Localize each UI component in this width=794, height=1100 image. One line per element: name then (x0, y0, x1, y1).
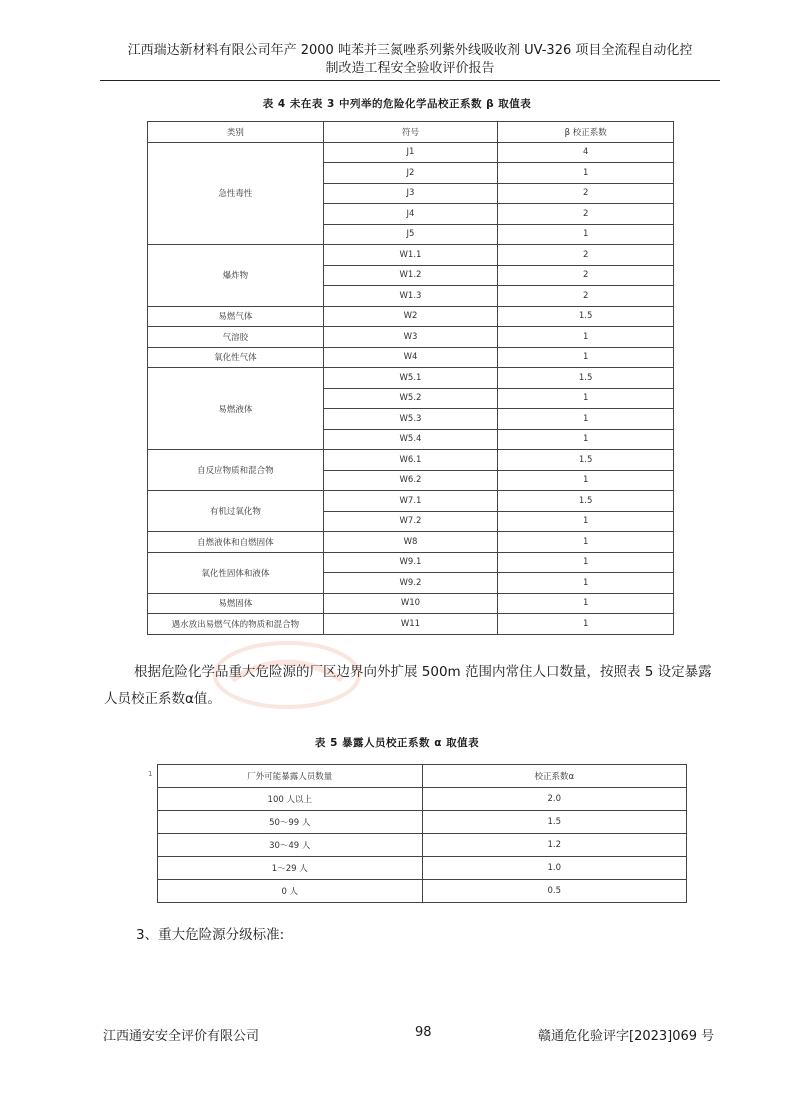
alpha-coefficient-table (157, 764, 687, 903)
table-row (148, 327, 674, 348)
header-symbol: 符号 (323, 122, 498, 143)
alpha-cell: 0.5 (422, 880, 687, 903)
beta-cell: 1 (498, 388, 674, 409)
symbol-cell: W1.2 (323, 265, 498, 286)
header-beta: β 校正系数 (498, 122, 674, 143)
category-cell: 自燃液体和自燃固体 (148, 532, 324, 553)
header-alpha: 校正系数α (422, 765, 687, 788)
beta-cell: 2 (498, 245, 674, 266)
symbol-cell: W6.1 (323, 450, 498, 471)
beta-cell: 2 (498, 265, 674, 286)
table-row (148, 593, 674, 614)
symbol-cell: W2 (323, 306, 498, 327)
table-row (148, 491, 674, 512)
beta-cell: 1 (498, 409, 674, 430)
paragraph-exposure: 根据危险化学品重大危险源的厂区边界向外扩展 500m 范围内常住人口数量，按照表 5 设定暴露人员校正系数α值。 (104, 664, 712, 707)
symbol-cell: W11 (323, 614, 498, 635)
footer-report-number: 赣通危化验评字[2023]069 号 (538, 1029, 715, 1044)
category-cell: 易燃液体 (148, 368, 324, 450)
symbol-cell: W3 (323, 327, 498, 348)
symbol-cell: J2 (323, 163, 498, 184)
population-cell: 1～29 人 (158, 857, 423, 880)
table-row (148, 614, 674, 635)
table-row (158, 788, 687, 811)
header-population: 厂外可能暴露人员数量 (158, 765, 423, 788)
beta-cell: 1 (498, 327, 674, 348)
symbol-cell: W7.1 (323, 491, 498, 512)
symbol-cell: J3 (323, 183, 498, 204)
header-divider (100, 80, 720, 81)
table-row (148, 552, 674, 573)
beta-cell: 1 (498, 511, 674, 532)
beta-cell: 1 (498, 532, 674, 553)
beta-cell: 1.5 (498, 306, 674, 327)
alpha-cell: 2.0 (422, 788, 687, 811)
table-row (148, 142, 674, 163)
symbol-cell: W1.1 (323, 245, 498, 266)
beta-cell: 2 (498, 204, 674, 225)
category-cell: 自反应物质和混合物 (148, 450, 324, 491)
table-row (158, 811, 687, 834)
beta-cell: 1.5 (498, 491, 674, 512)
category-cell: 氧化性气体 (148, 347, 324, 368)
category-cell: 爆炸物 (148, 245, 324, 307)
table-row (158, 834, 687, 857)
category-cell: 易燃气体 (148, 306, 324, 327)
table5-caption: 表 5 暴露人员校正系数 α 取值表 (314, 737, 480, 749)
beta-cell: 1 (498, 552, 674, 573)
beta-cell: 1 (498, 614, 674, 635)
table-row (158, 857, 687, 880)
beta-cell: 1 (498, 593, 674, 614)
category-cell: 氧化性固体和液体 (148, 552, 324, 593)
table-row (148, 347, 674, 368)
symbol-cell: W5.4 (323, 429, 498, 450)
document-header (100, 42, 720, 78)
beta-coefficient-table (147, 121, 674, 635)
alpha-cell: 1.0 (422, 857, 687, 880)
category-cell: 急性毒性 (148, 142, 324, 245)
beta-cell: 1 (498, 347, 674, 368)
table-header-row (158, 765, 687, 788)
beta-cell: 1 (498, 163, 674, 184)
population-cell: 50～99 人 (158, 811, 423, 834)
header-line-1: 江西瑞达新材料有限公司年产 2000 吨苯并三氮唑系列紫外线吸收剂 UV-326 项目全流程自动化控 (127, 43, 693, 58)
symbol-cell: W1.3 (323, 286, 498, 307)
table-row (148, 450, 674, 471)
population-cell: 0 人 (158, 880, 423, 903)
alpha-cell: 1.5 (422, 811, 687, 834)
population-cell: 100 人以上 (158, 788, 423, 811)
symbol-cell: W7.2 (323, 511, 498, 532)
symbol-cell: W4 (323, 347, 498, 368)
symbol-cell: W8 (323, 532, 498, 553)
beta-cell: 1 (498, 224, 674, 245)
beta-cell: 1 (498, 573, 674, 594)
beta-cell: 1 (498, 470, 674, 491)
alpha-cell: 1.2 (422, 834, 687, 857)
symbol-cell: W9.2 (323, 573, 498, 594)
symbol-cell: W5.1 (323, 368, 498, 389)
symbol-cell: W5.2 (323, 388, 498, 409)
footer-company: 江西通安安全评价有限公司 (103, 1029, 260, 1044)
beta-cell: 2 (498, 286, 674, 307)
beta-cell: 1.5 (498, 450, 674, 471)
beta-cell: 2 (498, 183, 674, 204)
category-cell: 易燃固体 (148, 593, 324, 614)
symbol-cell: W6.2 (323, 470, 498, 491)
symbol-cell: J4 (323, 204, 498, 225)
header-category: 类别 (148, 122, 324, 143)
table-row (148, 306, 674, 327)
symbol-cell: J1 (323, 142, 498, 163)
symbol-cell: W5.3 (323, 409, 498, 430)
symbol-cell: W10 (323, 593, 498, 614)
category-cell: 气溶胶 (148, 327, 324, 348)
table-header-row (148, 122, 674, 143)
footer-page-number: 98 (415, 1025, 432, 1040)
stray-mark: 1 (148, 770, 153, 778)
category-cell: 有机过氧化物 (148, 491, 324, 532)
category-cell: 遇水放出易燃气体的物质和混合物 (148, 614, 324, 635)
section-heading: 3、重大危险源分级标准: (136, 927, 285, 943)
beta-cell: 1 (498, 429, 674, 450)
population-cell: 30～49 人 (158, 834, 423, 857)
table-row (158, 880, 687, 903)
table-row (148, 368, 674, 389)
table-row (148, 245, 674, 266)
symbol-cell: J5 (323, 224, 498, 245)
symbol-cell: W9.1 (323, 552, 498, 573)
table-row (148, 532, 674, 553)
header-line-2: 制改造工程安全验收评价报告 (325, 61, 495, 76)
table4-caption: 表 4 未在表 3 中列举的危险化学品校正系数 β 取值表 (262, 98, 532, 110)
beta-cell: 4 (498, 142, 674, 163)
beta-cell: 1.5 (498, 368, 674, 389)
